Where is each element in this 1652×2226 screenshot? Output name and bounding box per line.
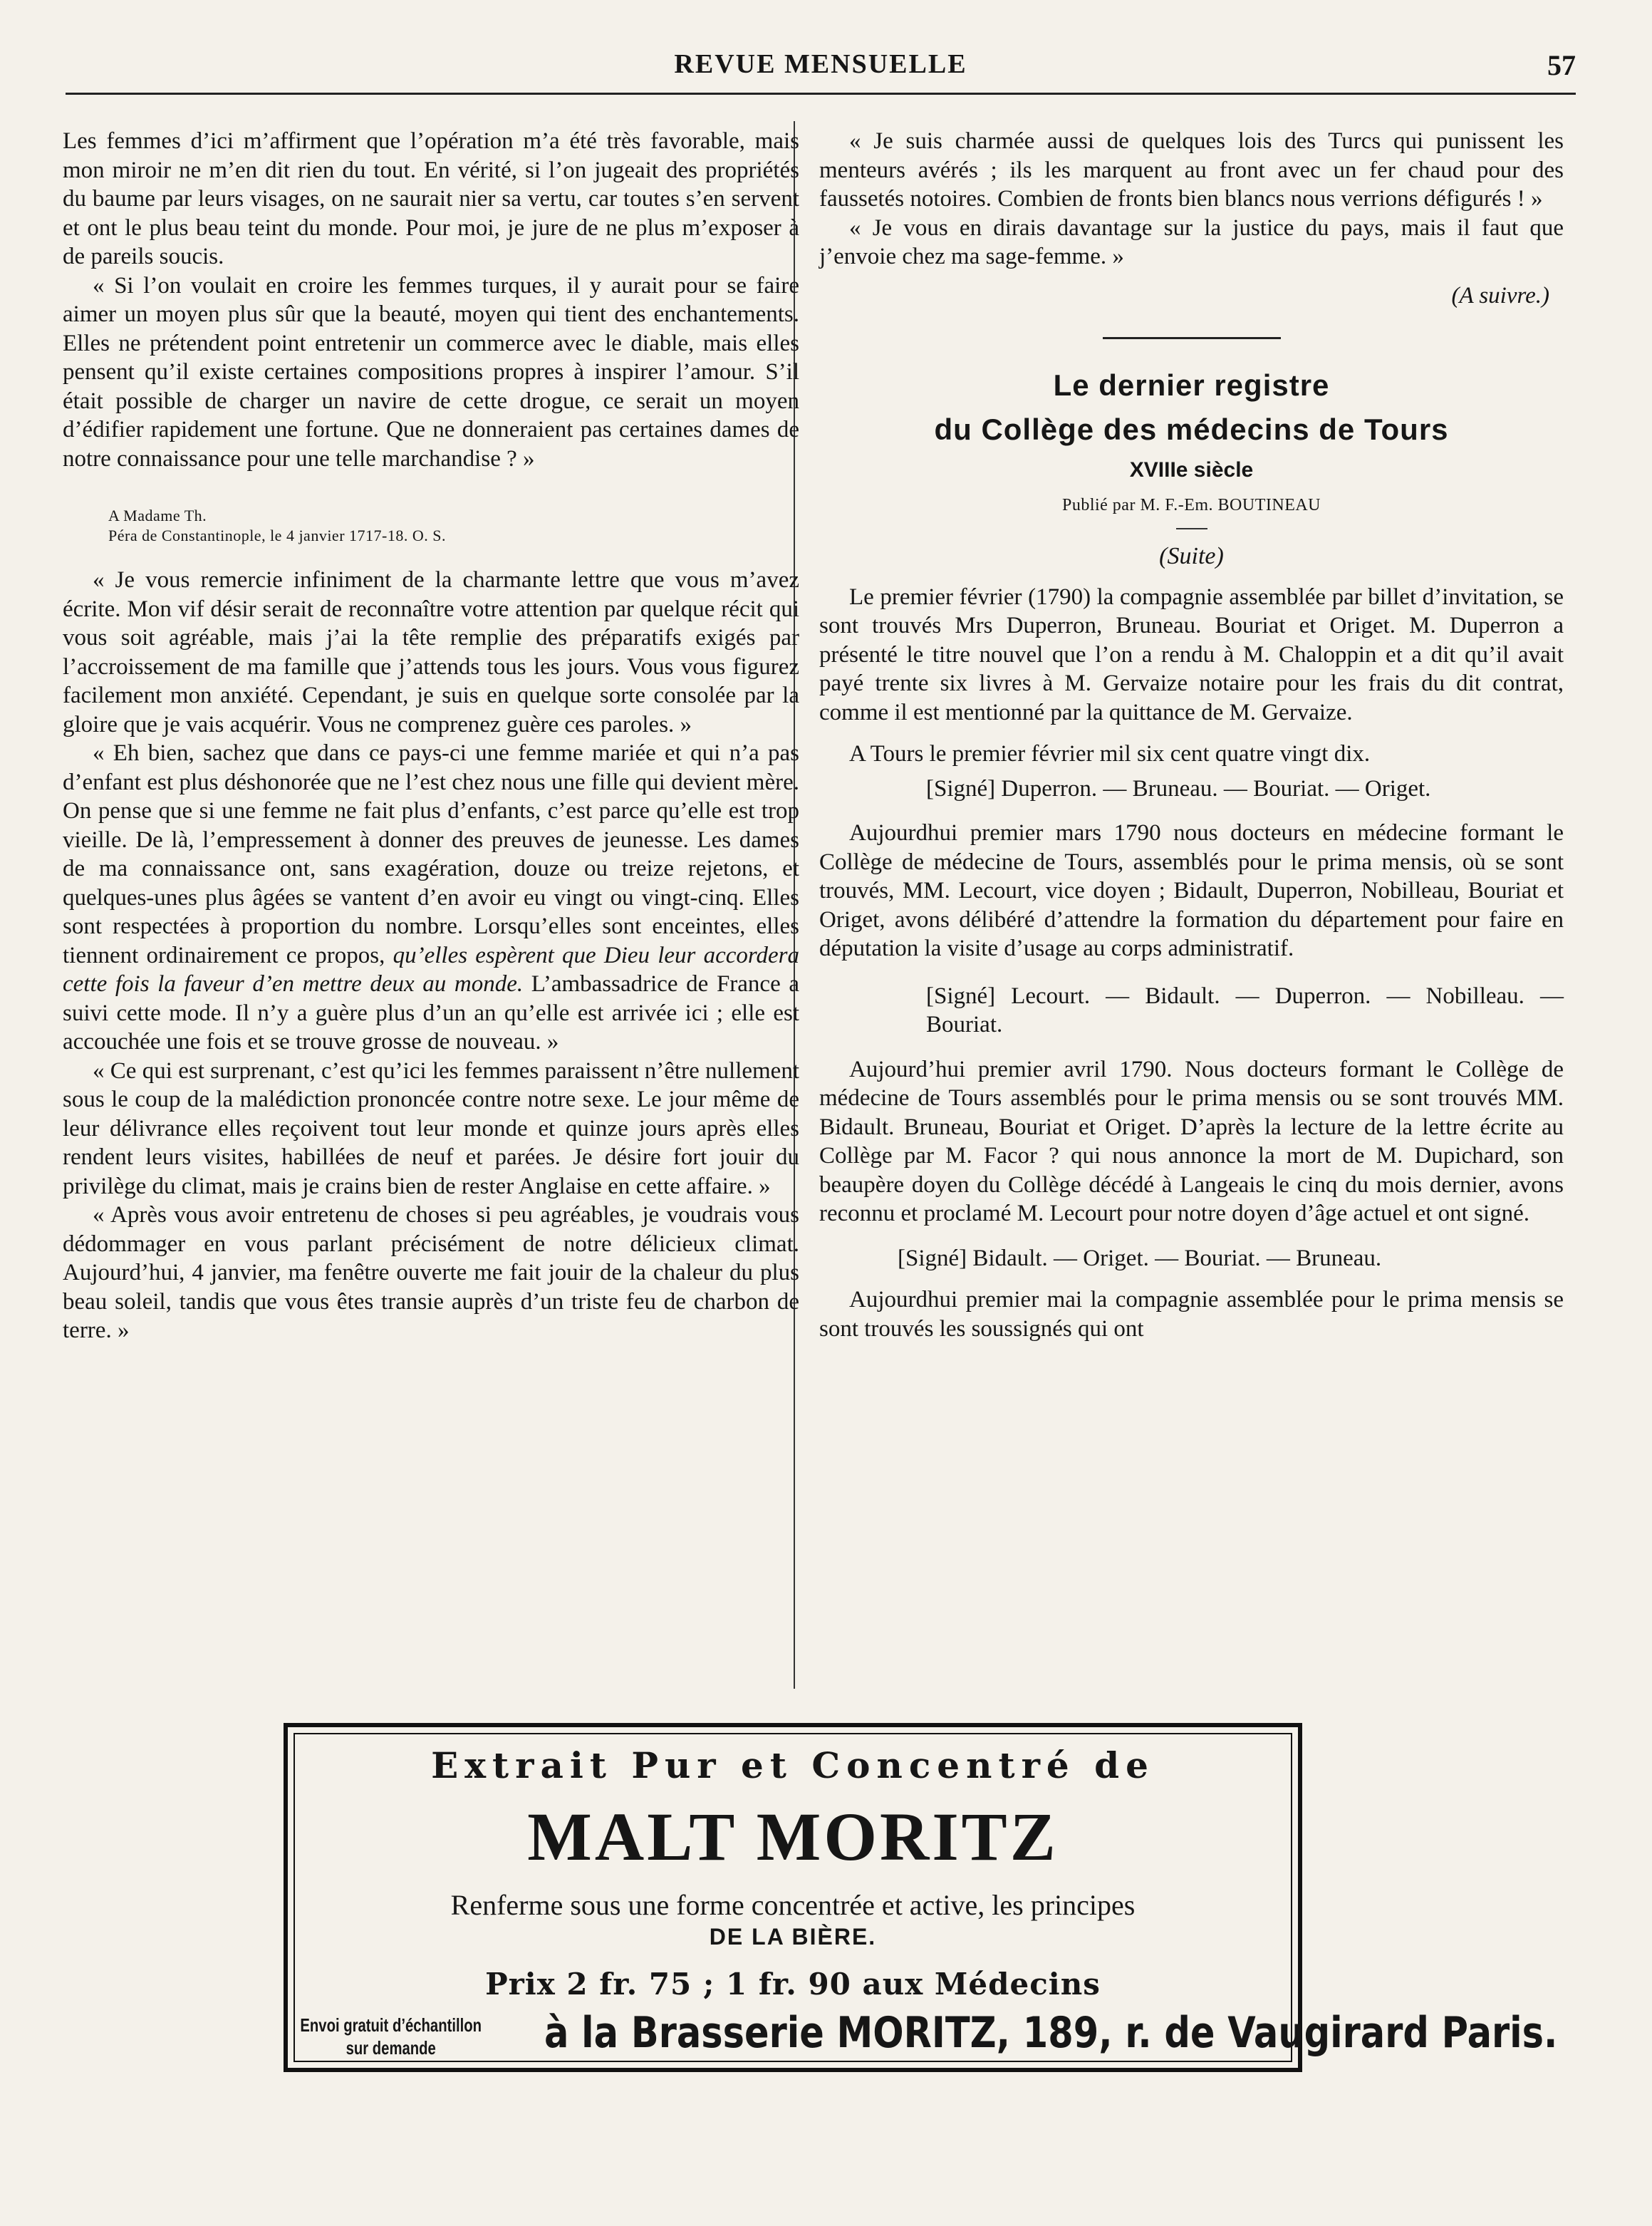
paragraph: « Je suis charmée aussi de quelques lois des Turcs qui punissent les menteurs avérés ; ils les marquent au front avec un fer chaud pour des faussetés notoires. Combien de fronts bien blancs nous verrions défigurés ! » — [819, 128, 1564, 212]
letter-heading — [108, 506, 799, 546]
paragraph — [63, 739, 799, 1057]
paragraph: « Après vous avoir entretenu de choses si peu agréables, je voudrais vous dédommager en vous parlant précisément de notre délicieux climat. Aujourd’hui, 4 janvier, ma fenêtre ouverte me fait jouir de la chaleur du plus beau soleil, tandis que vous êtes transie auprès d’un triste feu de charbon de terre. » — [63, 1202, 799, 1343]
italic-run: qu’elles espèrent que Dieu leur accordera cette fois la faveur d’en mettre deux au monde. — [63, 942, 799, 997]
ad-description: Renferme sous une forme concentrée et active, les principes — [450, 1889, 1136, 1921]
letter-recipient: A Madame Th. — [108, 507, 207, 524]
letter-place-date: Péra de Constantinople, le 4 janvier 1717-18. O. S. — [108, 527, 446, 544]
ad-address: à la Brasserie MORITZ, 189, r. de Vaugirard Paris. — [544, 2008, 1558, 2058]
to-be-continued: (A suivre.) — [1451, 282, 1549, 309]
paragraph: Aujourdhui premier mai la compagnie assemblée pour le prima mensis se sont trouvés les soussignés qui ont — [819, 1287, 1564, 1342]
paragraph: « Je vous remercie infiniment de la charmante lettre que vous m’avez écrite. Mon vif désir serait de reconnaître votre attention par quelque récit qui vous soit agréable, mais j’ai la tête remplie des préparatifs exigés par l’accroissement de ma famille que j’attends tous les jours. Vous vous figurez facilement mon anxiété. Cependant, je suis en quelque sorte consolée par la gloire que je vais acquérir. Vous ne comprenez guère ces paroles. » — [63, 567, 799, 737]
signature-line: [Signé] Bidault. — Origet. — Bouriat. — Bruneau. — [898, 1245, 1382, 1271]
paragraph: Les femmes d’ici m’affirment que l’opération m’a été très favorable, mais mon miroir ne m’en dit rien du tout. En vérité, si l’on jugeait des propriétés du baume par leurs visages, on ne saurait nier sa vertu, car toutes s’en servent et ont le plus beau teint du monde. Pour moi, je jure de ne plus m’exposer à de pareils soucis. — [63, 128, 799, 269]
signature-line: [Signé] Duperron. — Bruneau. — Bouriat. — Origet. — [926, 775, 1431, 802]
paragraph: A Tours le premier février mil six cent quatre vingt dix. — [849, 741, 1371, 767]
left-column — [63, 127, 799, 1345]
advertisement-inner-frame — [293, 1733, 1558, 2062]
article-byline: Publié par M. F.-Em. BOUTINEAU — [1061, 495, 1321, 514]
article-title — [819, 363, 1564, 452]
ad-price: Prix 2 fr. 75 ; 1 fr. 90 aux Médecins — [485, 1967, 1101, 2002]
header-rule — [66, 93, 1576, 95]
advertisement-box — [284, 1723, 1558, 2072]
paragraph: « Si l’on voulait en croire les femmes turques, il y aurait pour se faire aimer un moyen plus sûr que la beauté, moyen qui tient des enchantements. Elles ne prétendent point entretenir un commerce avec le diable, mais elles pensent qu’il existe certaines compositions propres à inspirer l’amour. S’il était possible de charger un navire de cette drogue, ce serait un moyen d’édifier rapidement une fortune. Que ne donneraient pas certaines dames de notre connaissance pour une telle marchandise ? » — [63, 272, 799, 472]
text-run: « Eh bien, sachez que dans ce pays-ci une femme mariée et qui n’a pas d’enfant est plus déshonorée que ne l’est chez nous une fille qui devient mère. On pense que si une femme ne fait plus d’enfants, c’est parce qu’elle est trop vieille. De là, l’empressement à donner des preuves de jeunesse. Les dames de ma connaissance ont, sans exagération, douze ou treize rejetons, et quelques-unes plus âgées se vantent d’en avoir eu vingt ou vingt-cinq. Elles sont respectées à proportion du nombre. Lorsqu’elles sont enceintes, elles tiennent ordinairement ce propos, — [63, 740, 799, 968]
article-title-line: du Collège des médecins de Tours — [934, 413, 1449, 446]
ad-brand: MALT MORITZ — [527, 1798, 1059, 1875]
article-title-line: Le dernier registre — [1053, 368, 1330, 402]
paragraph: Aujourdhui premier mars 1790 nous docteurs en médecine formant le Collège de médecine de Tours, assemblés pour le prima mensis, où se sont trouvés, MM. Lecourt, vice doyen ; Bidault, Duperron, Nobilleau, Bouriat et Origet, avons délibéré d’attendre la formation du département pour faire en députation la visite d’usage au corps administratif. — [819, 820, 1564, 961]
ad-sample-note-line: sur demande — [346, 2037, 436, 2059]
ad-sample-note-line: Envoi gratuit d’échantillon — [300, 2014, 482, 2036]
page-number: 57 — [1547, 49, 1576, 81]
paragraph: « Je vous en dirais davantage sur la justice du pays, mais il faut que j’envoie chez ma sage-femme. » — [819, 214, 1564, 269]
running-title: REVUE MENSUELLE — [674, 49, 967, 79]
article-century: XVIIIe siècle — [1129, 458, 1254, 482]
text-run: L’ambassadrice de France a suivi cette mode. Il n’y a guère plus d’un an qu’elle est arrivée ici ; elle est accouchée une fois et se trouve grosse de nouveau. » — [63, 971, 799, 1055]
right-column — [819, 127, 1564, 1343]
suite-label: (Suite) — [1159, 543, 1224, 569]
paragraph: Le premier février (1790) la compagnie assemblée par billet d’invitation, se sont trouvés Mrs Duperron, Bruneau. Bouriat et Origet. M. Duperron a présenté le titre nouvel que l’on a rendu à M. Chaloppin et a dit qu’il avait payé trente six livres à M. Gervaize notaire pour les frais du dit contrat, comme il est mentionné par la quittance de M. Gervaize. — [819, 584, 1564, 725]
paragraph: Aujourd’hui premier avril 1790. Nous docteurs formant le Collège de médecine de Tours assemblés pour le prima mensis ou se sont trouvés MM. Bidault. Bruneau, Bouriat et Origet. D’après la lecture de la lettre écrite au Collège par M. Facor ? qui nous annonce la mort de M. Dupichard, son beaupère doyen du Collège décédé à Langeais le cinq du mois dernier, avons reconnu et proclamé M. Lecourt pour notre doyen d’âge actuel et ont signé. — [819, 1056, 1564, 1226]
byline-rule — [1176, 528, 1207, 529]
ad-headline: Extrait Pur et Concentré de — [431, 1744, 1155, 1786]
ad-sample-note — [299, 2014, 482, 2059]
page-header — [66, 46, 1576, 95]
signature-line: [Signé] Lecourt. — Bidault. — Duperron. — Nobilleau. — Bouriat. — [926, 983, 1564, 1037]
paragraph: « Ce qui est surprenant, c’est qu’ici les femmes paraissent n’être nullement sous le coup de la malédiction prononcée contre notre sexe. Le jour même de leur délivrance elles reçoivent tout leur monde et quinze jours après elles rendent leurs visites, habillées de neuf et parées. Je désire fort jouir du privilège du climat, mais je crains bien de rester Anglaise en cette affaire. » — [63, 1057, 799, 1199]
section-rule — [1103, 337, 1281, 339]
ad-description-2: DE LA BIÈRE. — [709, 1924, 877, 1950]
